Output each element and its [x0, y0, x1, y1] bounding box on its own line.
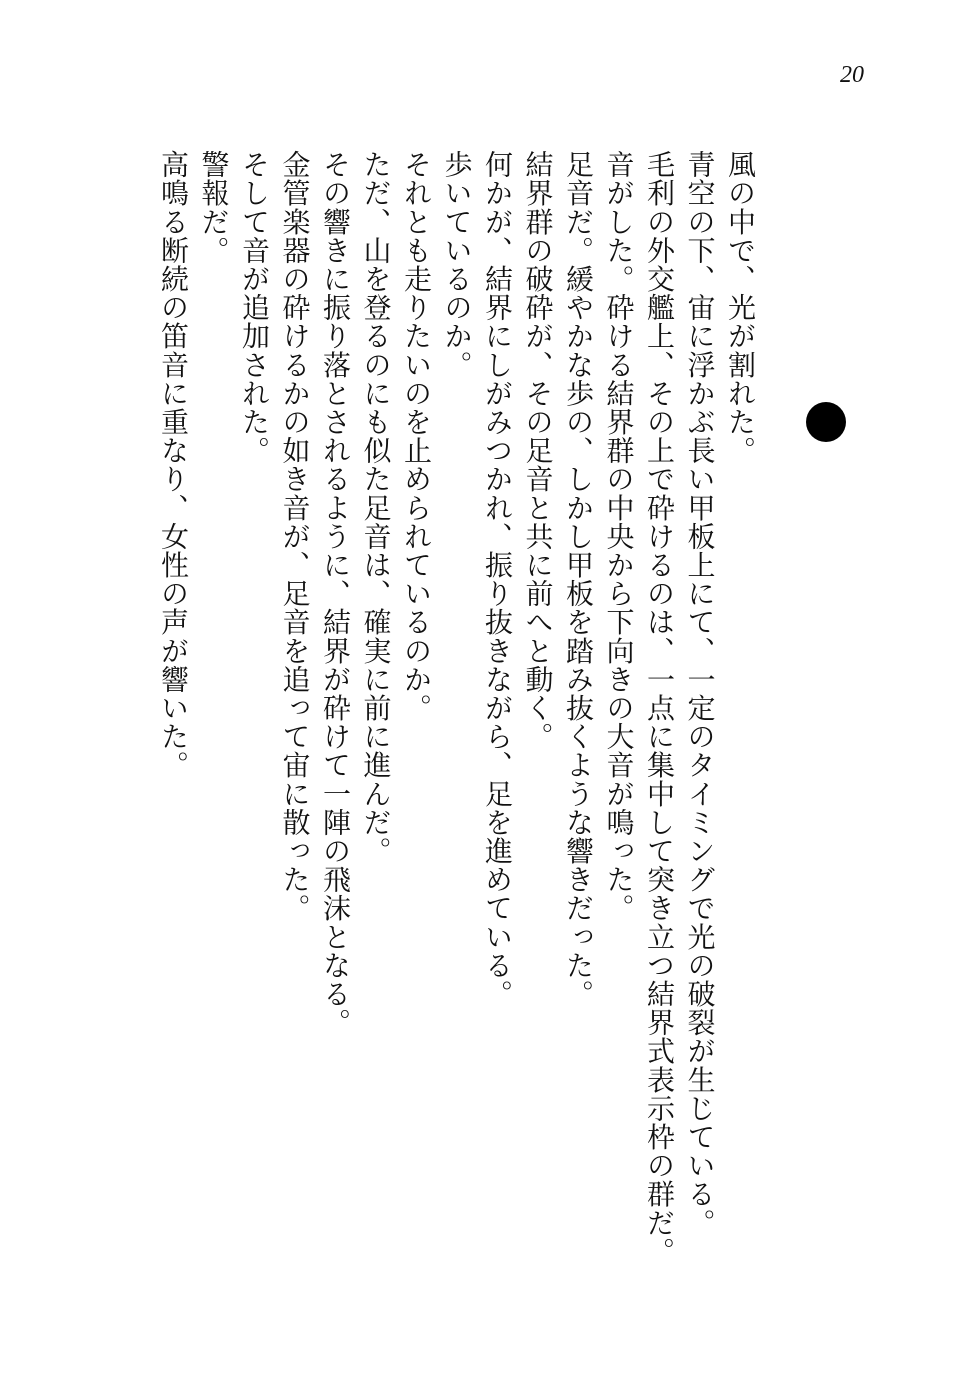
text-line-9: それとも走りたいのを止められているのか。 — [400, 150, 433, 722]
text-line-3: 毛利の外交艦上、その上で砕けるのは、一点に集中して突き立つ結界式表示枠の群だ。 — [643, 150, 676, 1266]
text-line-2: 青空の下、宙に浮かぶ長い甲板上にて、一定のタイミングで光の破裂が生じている。 — [683, 150, 717, 1237]
page-number: 20 — [840, 62, 864, 88]
text-line-13: そして音が追加された。 — [238, 150, 271, 465]
text-line-4: 音がした。砕ける結界群の中央から下向きの大音が鳴った。 — [602, 150, 636, 923]
text-line-11: その響きに振り落とされるように、結界が砕けて一陣の飛沫となる。 — [319, 150, 352, 1037]
section-bullet-icon — [806, 402, 846, 442]
body-text — [153, 150, 761, 1330]
text-line-6: 結界群の破砕が、その足音と共に前へと動く。 — [521, 150, 555, 751]
text-line-7: 何かが、結界にしがみつかれ、振り抜きながら、足を進めている。 — [481, 150, 514, 1008]
text-line-14: 警報だ。 — [197, 150, 231, 265]
text-line-8: 歩いているのか。 — [440, 150, 474, 379]
text-line-10: ただ、山を登るのにも似た足音は、確実に前に進んだ。 — [359, 150, 393, 865]
text-line-15: 高鳴る断続の笛音に重なり、女性の声が響いた。 — [157, 150, 190, 780]
text-line-12: 金管楽器の砕けるかの如き音が、足音を追って宙に散った。 — [278, 150, 312, 923]
text-line-5: 足音だ。緩やかな歩の、しかし甲板を踏み抜くような響きだった。 — [562, 150, 595, 1008]
text-line-1: 風の中で、光が割れた。 — [724, 150, 757, 465]
